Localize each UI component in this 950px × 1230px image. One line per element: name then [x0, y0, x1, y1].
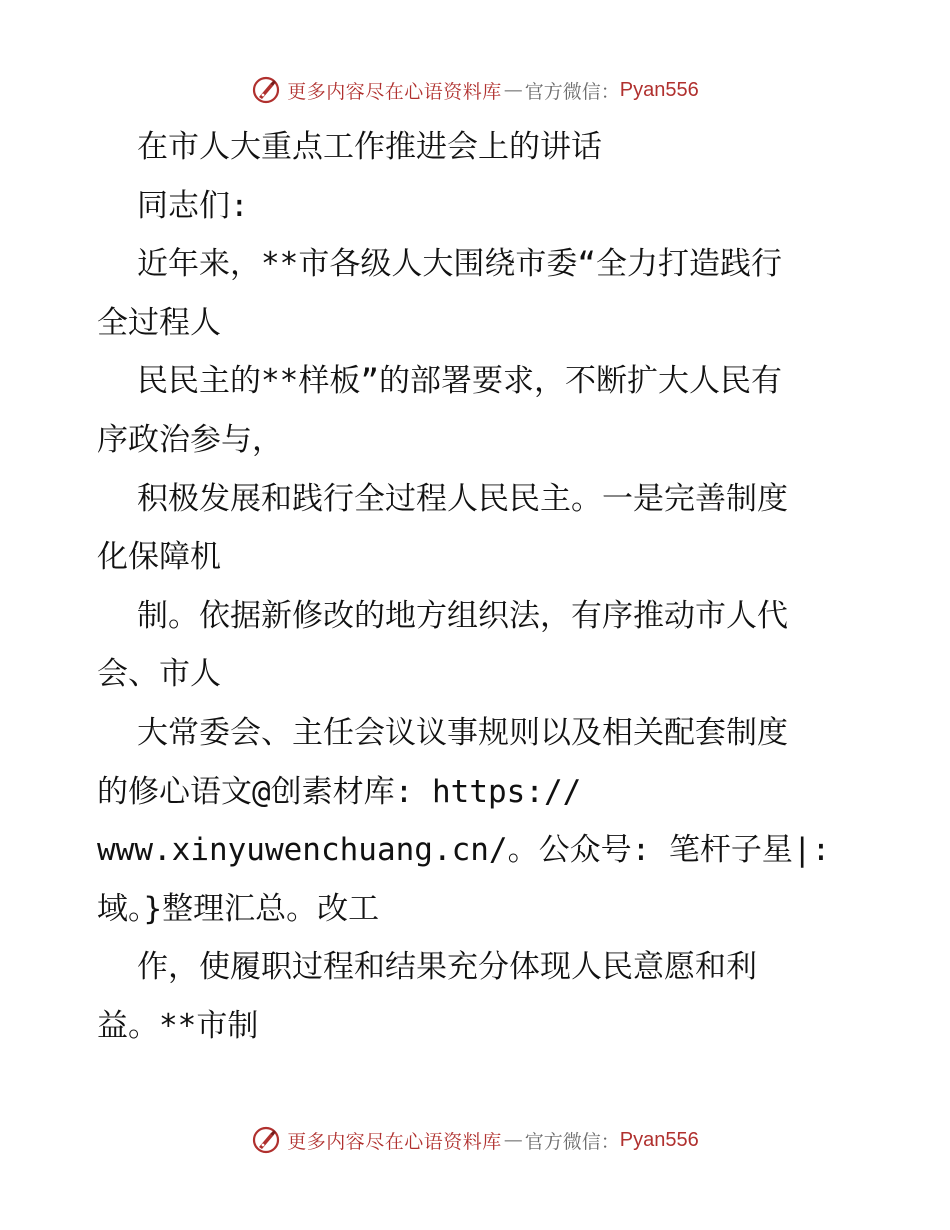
footer-watermark-banner [0, 1120, 950, 1160]
document-line: 域。}整理汇总。改工 [97, 890, 380, 927]
document-line: 序政治参与， [97, 421, 283, 458]
header-watermark-banner [0, 70, 950, 110]
document-line: 积极发展和践行全过程人民民主。一是完善制度 [137, 480, 788, 517]
document-line: 在市人大重点工作推进会上的讲话 [137, 129, 602, 165]
document-line: 全过程人 [97, 304, 221, 341]
promo-text: 更多内容尽在心语资料库 [287, 1130, 502, 1153]
quill-pen-logo-icon [251, 1125, 281, 1155]
wechat-label: 官方微信： [524, 80, 620, 103]
document-line: 会、市人 [97, 656, 221, 693]
document-line: 益。**市制 [97, 1007, 259, 1044]
document-line: 的修心语文@创素材库: https:// [97, 773, 582, 810]
quill-pen-logo-icon [251, 75, 281, 105]
banner-separator: — [503, 1129, 523, 1151]
document-body [97, 118, 857, 1056]
document-line: 大常委会、主任会议议事规则以及相关配套制度 [137, 714, 788, 751]
document-line: 近年来，**市各级人大围绕市委“全力打造践行 [137, 246, 782, 283]
banner-separator: — [503, 79, 523, 101]
promo-text: 更多内容尽在心语资料库 [287, 80, 502, 103]
document-line: 民民主的**样板”的部署要求，不断扩大人民有 [137, 363, 782, 400]
document-line: 制。依据新修改的地方组织法，有序推动市人代 [137, 597, 788, 634]
document-line: 化保障机 [97, 539, 221, 576]
wechat-id: Pyan556 [619, 1128, 699, 1151]
document-line: www.xinyuwenchuang.cn/。公众号: 笔杆子星|: [97, 832, 831, 869]
document-line: 同志们: [137, 187, 249, 224]
wechat-id: Pyan556 [619, 78, 699, 101]
document-line: 作，使履职过程和结果充分体现人民意愿和利 [137, 949, 757, 986]
wechat-label: 官方微信： [524, 1130, 620, 1153]
